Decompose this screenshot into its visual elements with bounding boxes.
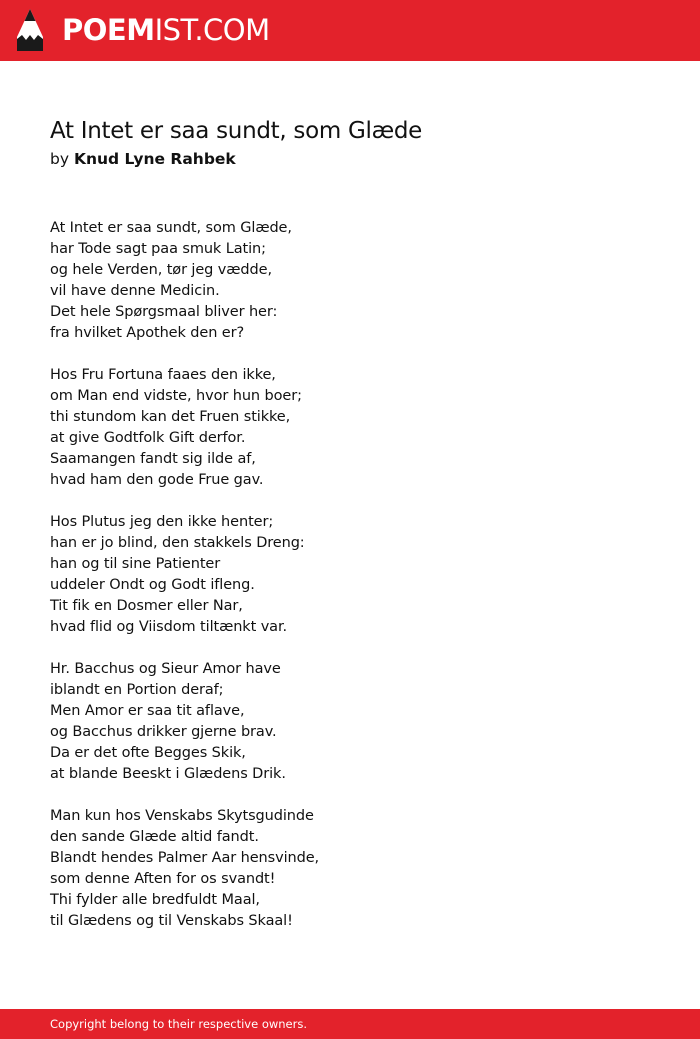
logo-light-text: IST.COM <box>154 13 270 47</box>
poem-line: at give Godtfolk Gift derfor. <box>50 430 246 446</box>
poem-line: Hos Fru Fortuna faaes den ikke, <box>50 367 276 383</box>
site-header <box>0 0 700 61</box>
poem-line: thi stundom kan det Fruen stikke, <box>50 409 291 425</box>
stanza <box>50 218 319 344</box>
poem-line: At Intet er saa sundt, som Glæde, <box>50 220 292 236</box>
poem-line: vil have denne Medicin. <box>50 283 220 299</box>
poem-line: han og til sine Patienter <box>50 556 221 572</box>
poem-line: og Bacchus drikker gjerne brav. <box>50 724 277 740</box>
by-label: by <box>50 150 70 168</box>
stanza <box>50 512 319 638</box>
poem-line: Hos Plutus jeg den ikke henter; <box>50 514 274 530</box>
poem-line: han er jo blind, den stakkels Dreng: <box>50 535 305 551</box>
poem-line: Da er det ofte Begges Skik, <box>50 745 246 761</box>
poem-line: Det hele Spørgsmaal bliver her: <box>50 304 278 320</box>
poem-line: og hele Verden, tør jeg vædde, <box>50 262 272 278</box>
stanza <box>50 659 319 785</box>
site-logo[interactable] <box>62 12 270 48</box>
poem-line: Thi fylder alle bredfuldt Maal, <box>50 892 260 908</box>
poem-line: Tit fik en Dosmer eller Nar, <box>50 598 243 614</box>
poem-line: til Glædens og til Venskabs Skaal! <box>50 913 293 929</box>
pencil-icon[interactable] <box>17 9 43 51</box>
poem-line: fra hvilket Apothek den er? <box>50 325 245 341</box>
poem-line: hvad ham den gode Frue gav. <box>50 472 264 488</box>
poem-body <box>50 218 319 953</box>
poem-line: hvad flid og Viisdom tiltænkt var. <box>50 619 288 635</box>
author-name: Knud Lyne Rahbek <box>73 150 236 168</box>
poem-title: At Intet er saa sundt, som Glæde <box>50 118 423 144</box>
stanza <box>50 806 319 932</box>
poem-line: Blandt hendes Palmer Aar hensvinde, <box>50 850 320 866</box>
poem-line: Saamangen fandt sig ilde af, <box>50 451 256 467</box>
byline <box>50 148 236 170</box>
poem-line: som denne Aften for os svandt! <box>50 871 276 887</box>
poem-line: iblandt en Portion deraf; <box>50 682 224 698</box>
copyright-text: Copyright belong to their respective owners. <box>50 1017 308 1031</box>
poem-line: Man kun hos Venskabs Skytsgudinde <box>50 808 314 824</box>
poem-line: den sande Glæde altid fandt. <box>50 829 259 845</box>
logo-bold-text: POEM <box>62 13 155 47</box>
poem-line: Men Amor er saa tit aflave, <box>50 703 245 719</box>
poem-line: Hr. Bacchus og Sieur Amor have <box>50 661 281 677</box>
site-footer <box>0 1009 700 1039</box>
poem-line: om Man end vidste, hvor hun boer; <box>50 388 302 404</box>
poem-line: at blande Beeskt i Glædens Drik. <box>50 766 286 782</box>
stanza <box>50 365 319 491</box>
poem-line: uddeler Ondt og Godt ifleng. <box>50 577 255 593</box>
poem-line: har Tode sagt paa smuk Latin; <box>50 241 266 257</box>
